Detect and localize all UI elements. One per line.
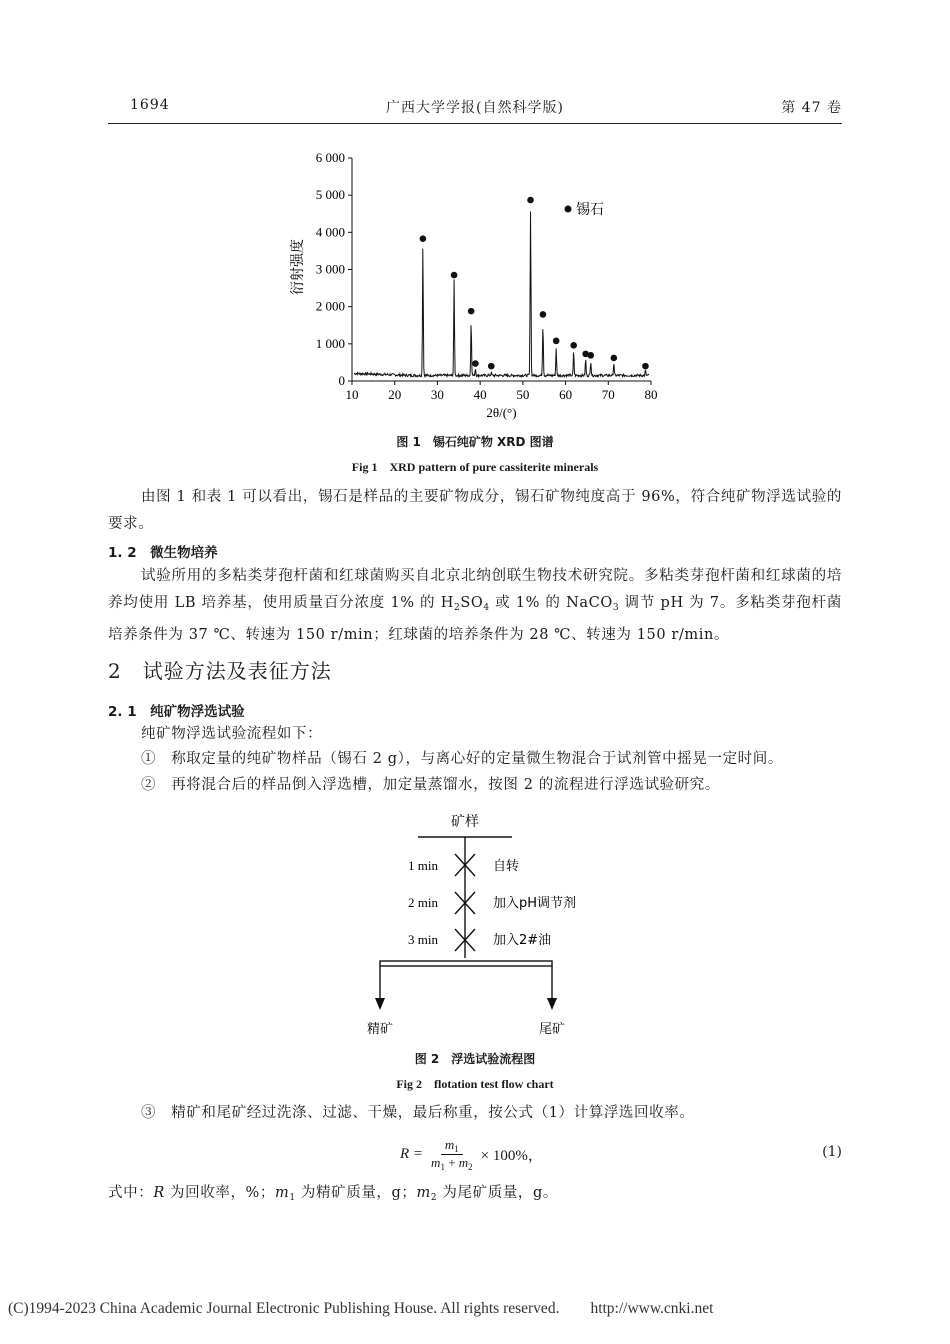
- section-number: 2: [108, 659, 122, 683]
- flotation-cell: [380, 961, 552, 966]
- peak-marker: [553, 338, 560, 345]
- flotation-flow-chart: [340, 808, 600, 1044]
- para2-text-c: 调节 pH 为 7。多粘类芽孢杆菌培养条件为 37 ℃、转速为 150 r/min；红球菌的培养条件为 28 ℃、转速为 150 r/min。: [108, 595, 842, 643]
- volume-label: 第 47 卷: [781, 100, 842, 116]
- formula-definitions: 式中：R 为回收率，%；$m_1$ 为精矿质量，g；$m_2$ 为尾矿质量，g。: [108, 1185, 558, 1203]
- x-tick-label: 30: [430, 387, 444, 402]
- x-tick-label: 50: [516, 387, 530, 402]
- section-number: 2. 1: [108, 704, 137, 720]
- peak-marker: [468, 308, 475, 315]
- figure1-caption-cn: 图 1 锡石纯矿物 XRD 图谱: [396, 435, 554, 449]
- x-tick-label: 40: [473, 387, 487, 402]
- peak-marker: [472, 360, 479, 367]
- peak-marker: [611, 355, 618, 362]
- paragraph-2: [108, 563, 842, 649]
- formula-denominator: $m_1 + m_2$: [431, 1155, 473, 1172]
- right-arrow-icon: [547, 998, 557, 1010]
- flow-top-label: 矿样: [451, 814, 479, 830]
- journal-title: 广西大学学报(自然科学版): [386, 100, 564, 116]
- page-number: 1694: [130, 97, 170, 113]
- copyright-footer: (C)1994-2023 China Academic Journal Electronic Publishing House. All rights reserved. http://www.cnki.net: [8, 1300, 714, 1317]
- flow-step-1: [408, 854, 519, 876]
- paragraph-3: 纯矿物浮选试验流程如下：: [141, 726, 323, 742]
- step-2: ② 再将混合后的样品倒入浮选槽，加定量蒸馏水，按图 2 的流程进行浮选试验研究。: [141, 777, 720, 793]
- formula-rhs: × 100%，: [480, 1148, 543, 1164]
- para2-sub: 4: [483, 603, 490, 613]
- figure2-caption-en: Fig 2 flotation test flow chart: [396, 1077, 554, 1091]
- legend-marker: [565, 206, 572, 213]
- xrd-pattern-line: [354, 212, 649, 377]
- formula-numerator: $m_1$: [441, 1137, 463, 1155]
- peak-marker: [420, 235, 427, 242]
- flow-step-time: 1 min: [408, 858, 438, 873]
- x-tick-label: 10: [345, 387, 359, 402]
- peak-marker: [488, 363, 495, 370]
- peak-marker: [642, 363, 649, 370]
- flow-step-action: 加入2#油: [493, 933, 552, 948]
- peak-marker: [570, 342, 577, 349]
- flow-step-time: 3 min: [408, 932, 438, 947]
- header-rule: [108, 123, 842, 124]
- left-arrow-icon: [375, 998, 385, 1010]
- xrd-ticks: [316, 150, 658, 402]
- y-tick-label: 1 000: [315, 335, 345, 351]
- section-title: 纯矿物浮选试验: [150, 704, 245, 720]
- y-tick-label: 5 000: [315, 187, 345, 203]
- y-tick-label: 2 000: [315, 298, 345, 314]
- paragraph-1: 由图 1 和表 1 可以看出，锡石是样品的主要矿物成分，锡石矿物纯度高于 96%，符合纯矿物浮选试验的要求。: [108, 489, 842, 532]
- legend-label: 锡石: [576, 202, 604, 218]
- y-tick-label: 4 000: [315, 224, 345, 240]
- formula-lhs: R =: [400, 1146, 424, 1162]
- x-tick-label: 20: [388, 387, 402, 402]
- section-title: 试验方法及表征方法: [142, 659, 332, 683]
- x-tick-label: 80: [644, 387, 658, 402]
- peak-marker: [527, 197, 534, 204]
- flow-step-2: [408, 892, 576, 914]
- peak-marker: [451, 272, 458, 279]
- equation-number: (1): [822, 1144, 842, 1160]
- section-2-heading: [108, 655, 332, 684]
- flow-step-3: [408, 929, 551, 951]
- para2-sub: 2: [454, 603, 461, 613]
- x-axis-label: 2θ/(°): [486, 405, 517, 420]
- para2-text-mid: SO: [460, 595, 484, 611]
- section-1-2-heading: [108, 541, 218, 561]
- step-1: ① 称取定量的纯矿物样品（锡石 2 g），与离心好的定量微生物混合于试剂管中摇晃一定时间。: [141, 751, 783, 767]
- y-tick-label: 3 000: [315, 261, 345, 277]
- x-tick-label: 70: [601, 387, 615, 402]
- para2-sub: 3: [612, 603, 620, 613]
- figure2-caption-cn: 图 2 浮选试验流程图: [414, 1052, 536, 1066]
- peak-marker: [587, 352, 594, 359]
- para2-text-a: 试验所用的多粘类芽孢杆菌和红球菌购买自北京北纳创联生物技术研究院。多粘类芽孢杆菌和红球菌的培养均使用 LB 培养基，使用质量百分浓度 1% 的 H: [108, 568, 842, 611]
- para2-text-b: 或 1% 的 NaCO: [489, 595, 613, 611]
- y-axis-label: 衍射强度: [290, 239, 306, 295]
- x-tick-label: 60: [559, 387, 573, 402]
- section-title: 微生物培养: [150, 545, 218, 561]
- xrd-axes: [352, 158, 651, 381]
- formula-fraction: [427, 1137, 477, 1172]
- flow-step-action: 加入pH调节剂: [493, 896, 577, 911]
- y-tick-label: 6 000: [315, 150, 345, 165]
- xrd-chart: [280, 145, 670, 430]
- section-2-1-heading: [108, 700, 245, 720]
- peak-marker: [540, 311, 547, 318]
- recovery-formula: [400, 1137, 543, 1172]
- y-tick-label: 0: [338, 373, 345, 388]
- section-number: 1. 2: [108, 545, 137, 561]
- flow-concentrate-label: 精矿: [366, 1022, 394, 1037]
- flow-step-action: 自转: [493, 859, 520, 874]
- figure1-caption-en: Fig 1 XRD pattern of pure cassiterite minerals: [351, 460, 599, 474]
- flow-tailings-label: 尾矿: [538, 1022, 566, 1037]
- flow-step-time: 2 min: [408, 895, 438, 910]
- step-3: ③ 精矿和尾矿经过洗涤、过滤、干燥，最后称重，按公式（1）计算浮选回收率。: [141, 1105, 695, 1121]
